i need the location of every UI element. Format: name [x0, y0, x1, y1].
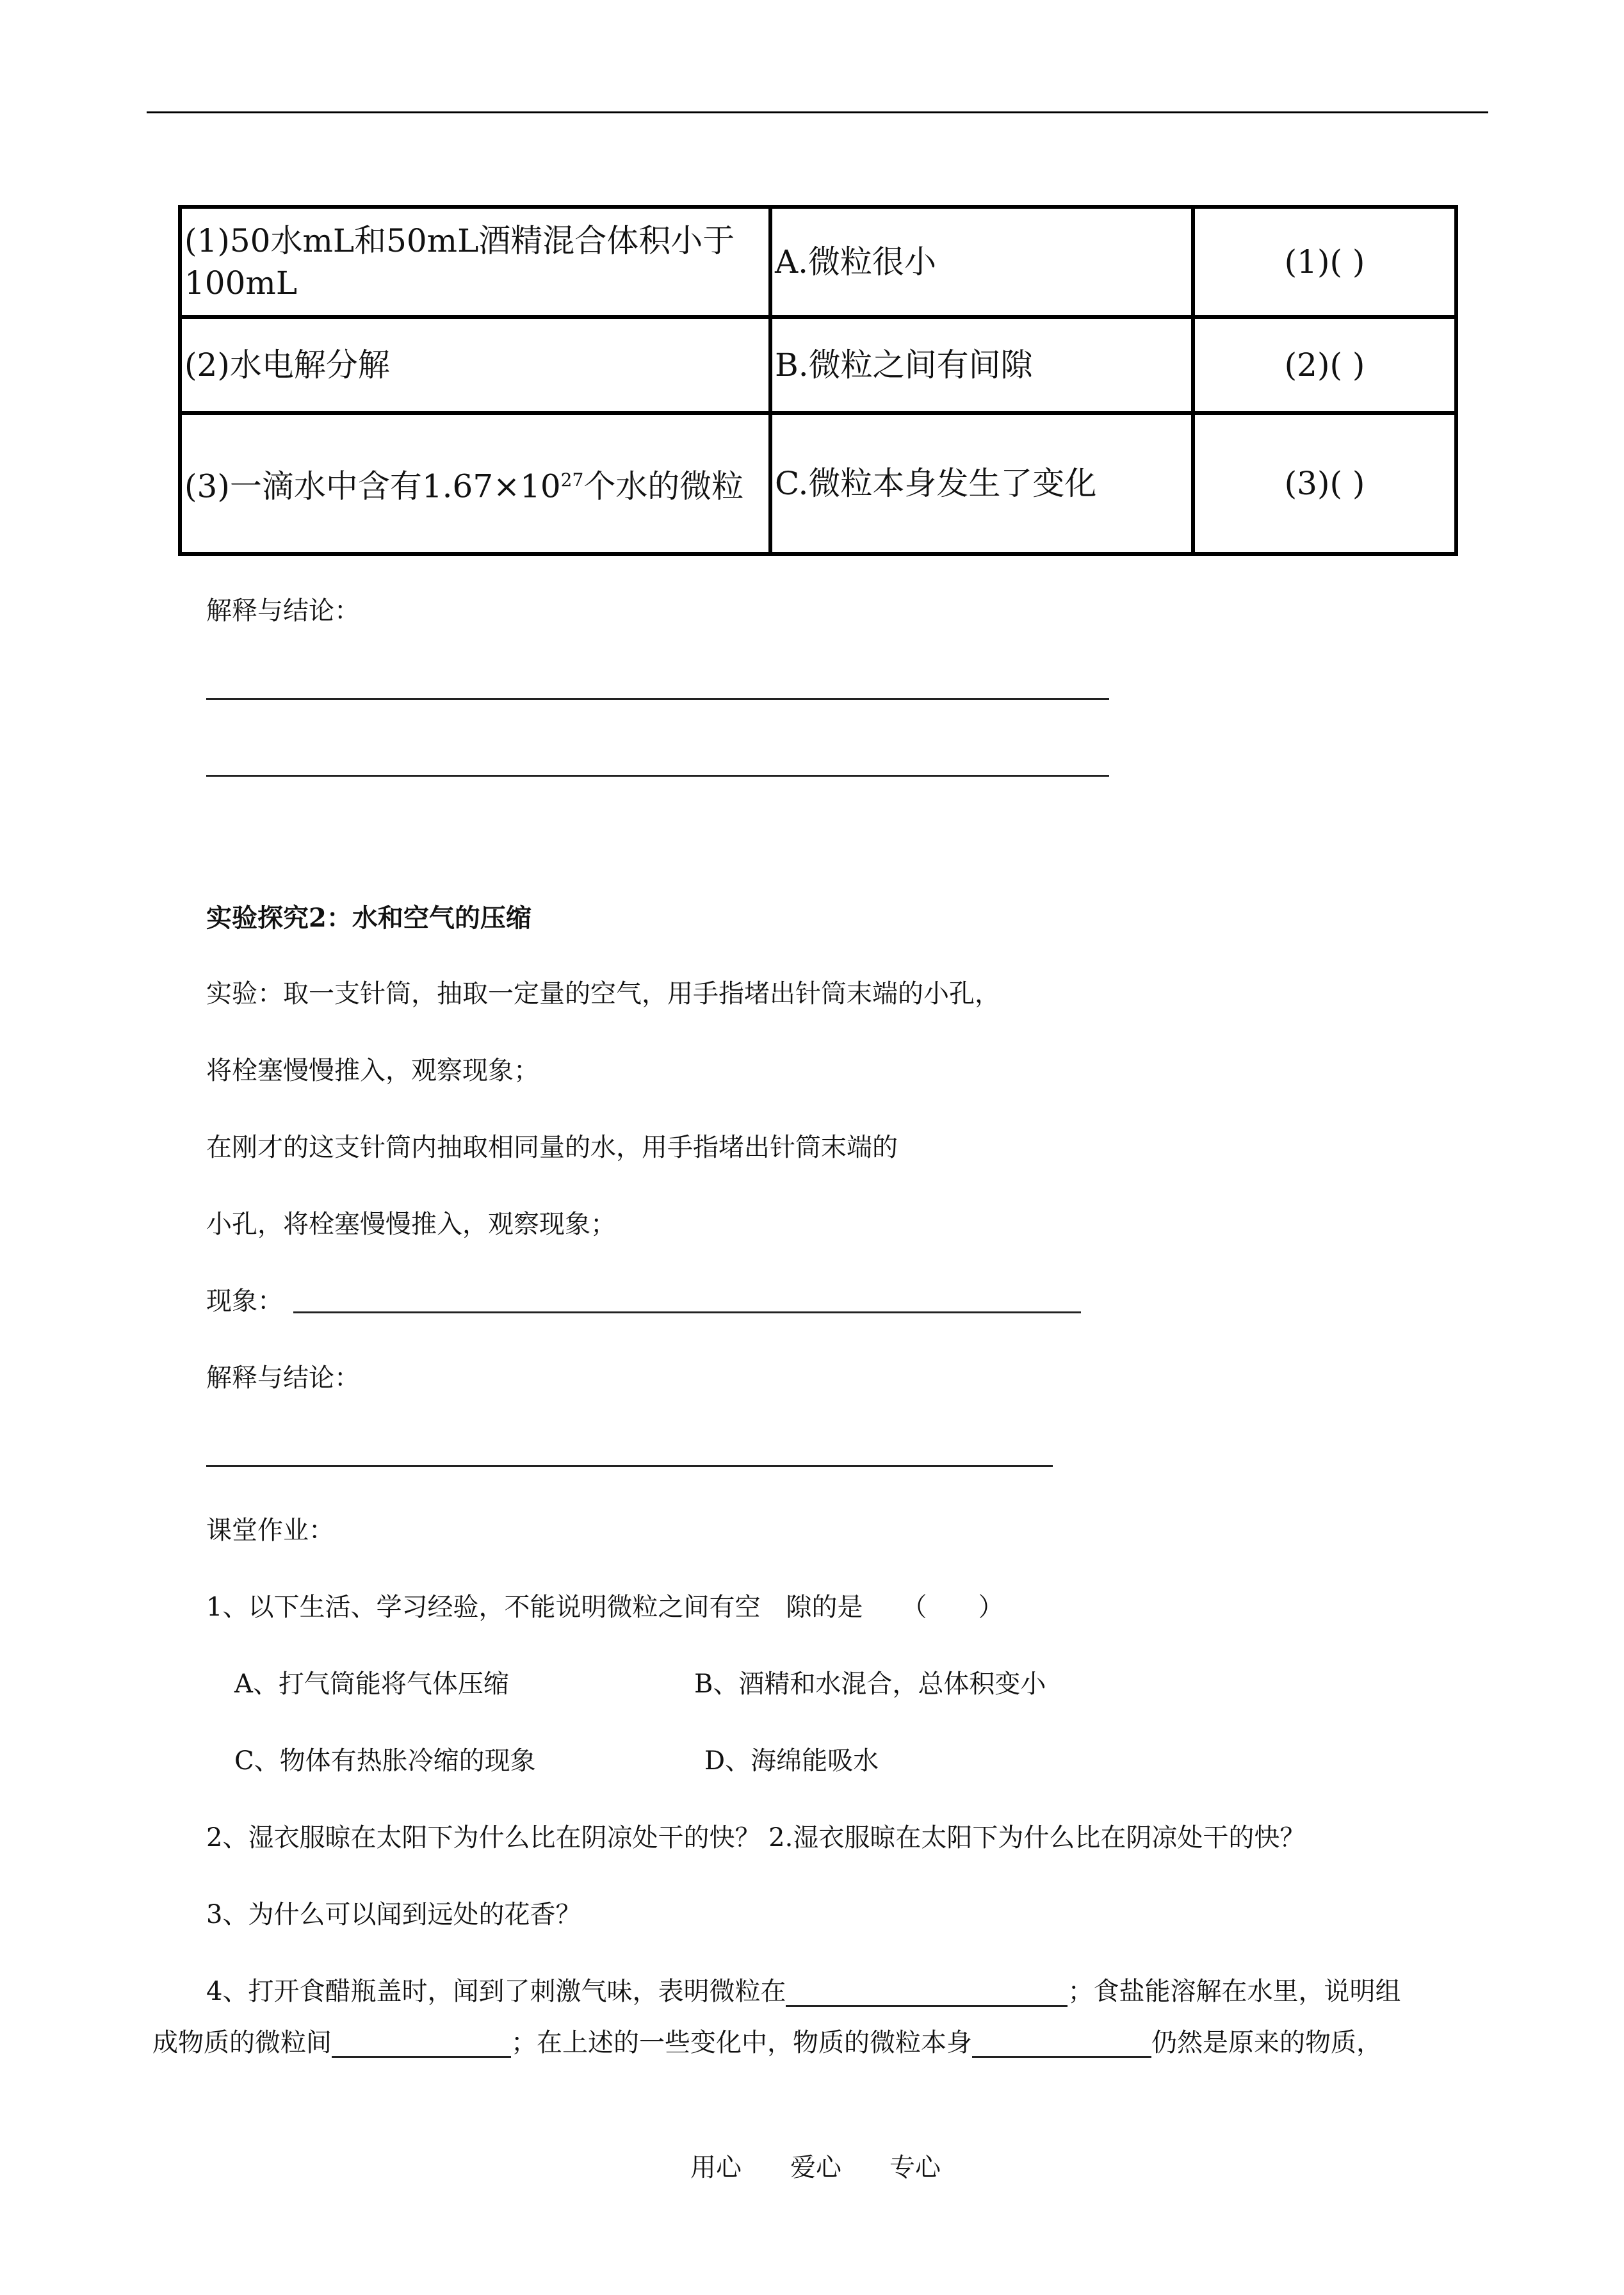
phenomenon-text: (3)一滴水中含有1.67×10 — [184, 467, 561, 505]
homework-title: 课堂作业： — [206, 1516, 334, 1545]
question-4-text: 仍然是原来的物质， — [1151, 2028, 1382, 2057]
option-b[interactable]: B、酒精和水混合，总体积变小 — [694, 1669, 1046, 1699]
answer-line[interactable] — [206, 698, 1109, 700]
experiment-title: 实验探究2：水和空气的压缩 — [206, 903, 532, 933]
answer-line[interactable] — [206, 1465, 1053, 1467]
question-4-line2 — [152, 2027, 1382, 2058]
answer-line[interactable] — [293, 1311, 1081, 1313]
experiment-text: 小孔，将栓塞慢慢推入，观察现象； — [206, 1210, 616, 1239]
header-rule — [147, 111, 1488, 113]
answer-line[interactable] — [206, 775, 1109, 777]
table-row — [180, 317, 1456, 413]
experiment-text: 将栓塞慢慢推入，观察现象； — [206, 1056, 539, 1085]
answer-cell[interactable]: (2)( ) — [1193, 317, 1456, 413]
question-3: 3、为什么可以闻到远处的花香？ — [206, 1900, 581, 1929]
matching-table — [178, 205, 1458, 556]
question-1: 1、以下生活、学习经验，不能说明微粒之间有空 隙的是 （ ） — [206, 1593, 1004, 1622]
table-row — [180, 207, 1456, 317]
explain-label: 解释与结论： — [206, 1363, 360, 1393]
phenomenon-cell: (1)50水mL和50mL酒精混合体积小于100mL — [180, 207, 770, 317]
reason-cell: C.微粒本身发生了变化 — [770, 413, 1193, 554]
reason-cell: A.微粒很小 — [770, 207, 1193, 317]
option-c[interactable]: C、物体有热胀冷缩的现象 — [234, 1746, 536, 1776]
explain-label: 解释与结论： — [206, 596, 360, 626]
answer-cell[interactable]: (3)( ) — [1193, 413, 1456, 554]
fill-blank[interactable] — [972, 2032, 1151, 2058]
experiment-text: 实验：取一支针筒，抽取一定量的空气，用手指堵出针筒末端的小孔， — [206, 979, 1000, 1009]
fill-blank[interactable] — [332, 2032, 511, 2058]
question-4-line1 — [206, 1976, 1401, 2007]
phenomenon-text: 个水的微粒 — [583, 467, 744, 505]
footer-text: 用心 — [690, 2153, 742, 2182]
answer-cell[interactable]: (1)( ) — [1193, 207, 1456, 317]
phenomenon-cell: (2)水电解分解 — [180, 317, 770, 413]
phenomenon-cell — [180, 413, 770, 554]
footer-text: 专心 — [889, 2153, 941, 2182]
reason-cell: B.微粒之间有间隙 — [770, 317, 1193, 413]
table-row — [180, 413, 1456, 554]
option-a[interactable]: A、打气筒能将气体压缩 — [234, 1669, 509, 1699]
question-4-text: 4、打开食醋瓶盖时，闻到了刺激气味，表明微粒在 — [206, 1977, 786, 2006]
experiment-text: 在刚才的这支针筒内抽取相同量的水，用手指堵出针筒末端的 — [206, 1133, 898, 1162]
fill-blank[interactable] — [786, 1981, 1068, 2007]
question-4-text: ；食盐能溶解在水里，说明组 — [1068, 1977, 1401, 2006]
phenomenon-label: 现象： — [206, 1286, 283, 1316]
footer-text: 爱心 — [790, 2153, 841, 2182]
question-4-text: ；在上述的一些变化中，物质的微粒本身 — [511, 2028, 972, 2057]
question-4-text: 成物质的微粒间 — [152, 2028, 332, 2057]
exponent: 27 — [560, 469, 584, 491]
question-2: 2、湿衣服晾在太阳下为什么比在阴凉处干的快？ 2.湿衣服晾在太阳下为什么比在阴凉处干的快？ — [206, 1823, 1306, 1853]
option-d[interactable]: D、海绵能吸水 — [704, 1746, 879, 1776]
